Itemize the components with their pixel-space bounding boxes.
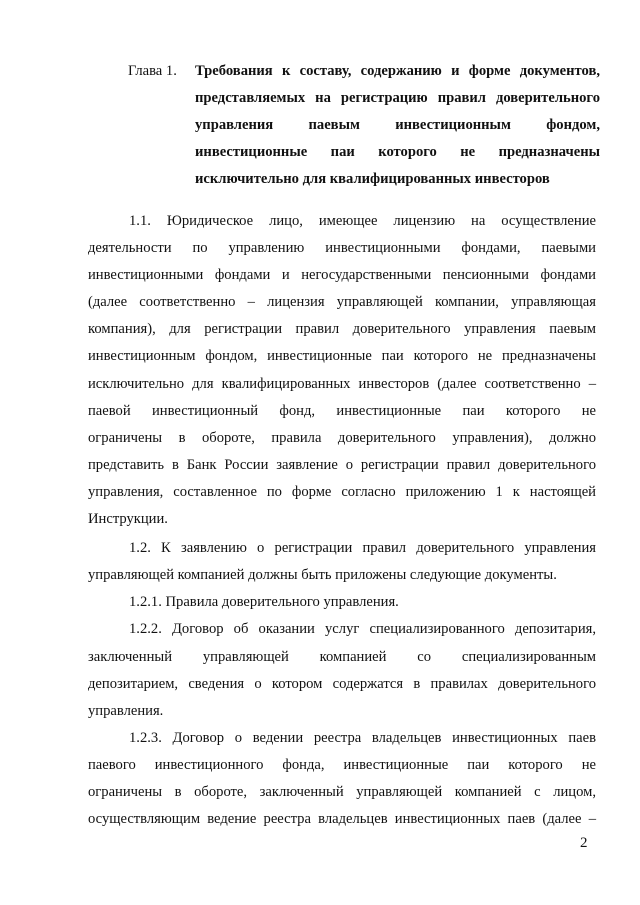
text-line: 1.1. Юридическое лицо, имеющее лицензию на осуществление (129, 213, 596, 229)
chapter-title-line: представляемых на регистрацию правил доверительного (195, 90, 600, 107)
text-line: компания), для регистрации правил доверительного управления паевым (88, 321, 596, 338)
text-line: ограничены в обороте, заключенный управляющей компанией с лицом, (88, 783, 596, 800)
text-line: управляющей компанией должны быть приложены следующие документы. (88, 567, 557, 584)
text-line: осуществляющим ведение реестра владельцев инвестиционных паев (далее – (88, 811, 596, 828)
text-line: Инструкции. (88, 511, 168, 528)
paragraph-1-1 (88, 208, 596, 533)
paragraph-1-2-2 (88, 616, 596, 724)
text-line: паевой инвестиционный фонд, инвестиционные паи которого не (88, 402, 596, 419)
chapter-title (195, 58, 600, 193)
text-line: исключительно для квалифицированных инвесторов (далее соответственно – (88, 375, 596, 392)
text-line: (далее соответственно – лицензия управляющей компании, управляющая (88, 294, 596, 311)
text-line: ограничены в обороте, правила доверительного управления), должно (88, 429, 596, 446)
text-line: 1.2. К заявлению о регистрации правил доверительного управления (129, 540, 596, 557)
chapter-label: Глава 1. (128, 63, 177, 79)
text-line: заключенный управляющей компанией со специализированным (88, 648, 596, 665)
chapter-title-line: Требования к составу, содержанию и форме документов, (195, 63, 600, 79)
text-line: депозитарием, сведения о котором содержатся в правилах доверительного (88, 675, 596, 692)
text-line: 1.2.1. Правила доверительного управления. (129, 594, 399, 611)
text-line: представить в Банк России заявление о регистрации правил доверительного (88, 456, 596, 473)
text-line: инвестиционным фондом, инвестиционные паи которого не предназначены (88, 348, 596, 365)
text-line: 1.2.3. Договор о ведении реестра владельцев инвестиционных паев (129, 729, 596, 746)
text-line: паевого инвестиционного фонда, инвестиционные паи которого не (88, 756, 596, 773)
chapter-title-line: управления паевым инвестиционным фондом, (195, 117, 600, 134)
text-line: инвестиционными фондами и негосударственными пенсионными фондами (88, 267, 596, 284)
chapter-title-line: инвестиционные паи которого не предназначены (195, 144, 600, 161)
chapter-heading (128, 58, 600, 193)
text-line: управления, составленное по форме согласно приложению 1 к настоящей (88, 483, 596, 500)
text-line: 1.2.2. Договор об оказании услуг специализированного депозитария, (129, 621, 596, 638)
text-line: деятельности по управлению инвестиционными фондами, паевыми (88, 240, 596, 257)
document-body (88, 208, 596, 833)
page-number: 2 (580, 835, 588, 851)
paragraph-1-2-1 (88, 589, 596, 616)
paragraph-1-2 (88, 535, 596, 589)
paragraph-1-2-3 (88, 725, 596, 833)
chapter-title-line: исключительно для квалифицированных инвесторов (195, 171, 550, 188)
text-line: управления. (88, 702, 164, 719)
